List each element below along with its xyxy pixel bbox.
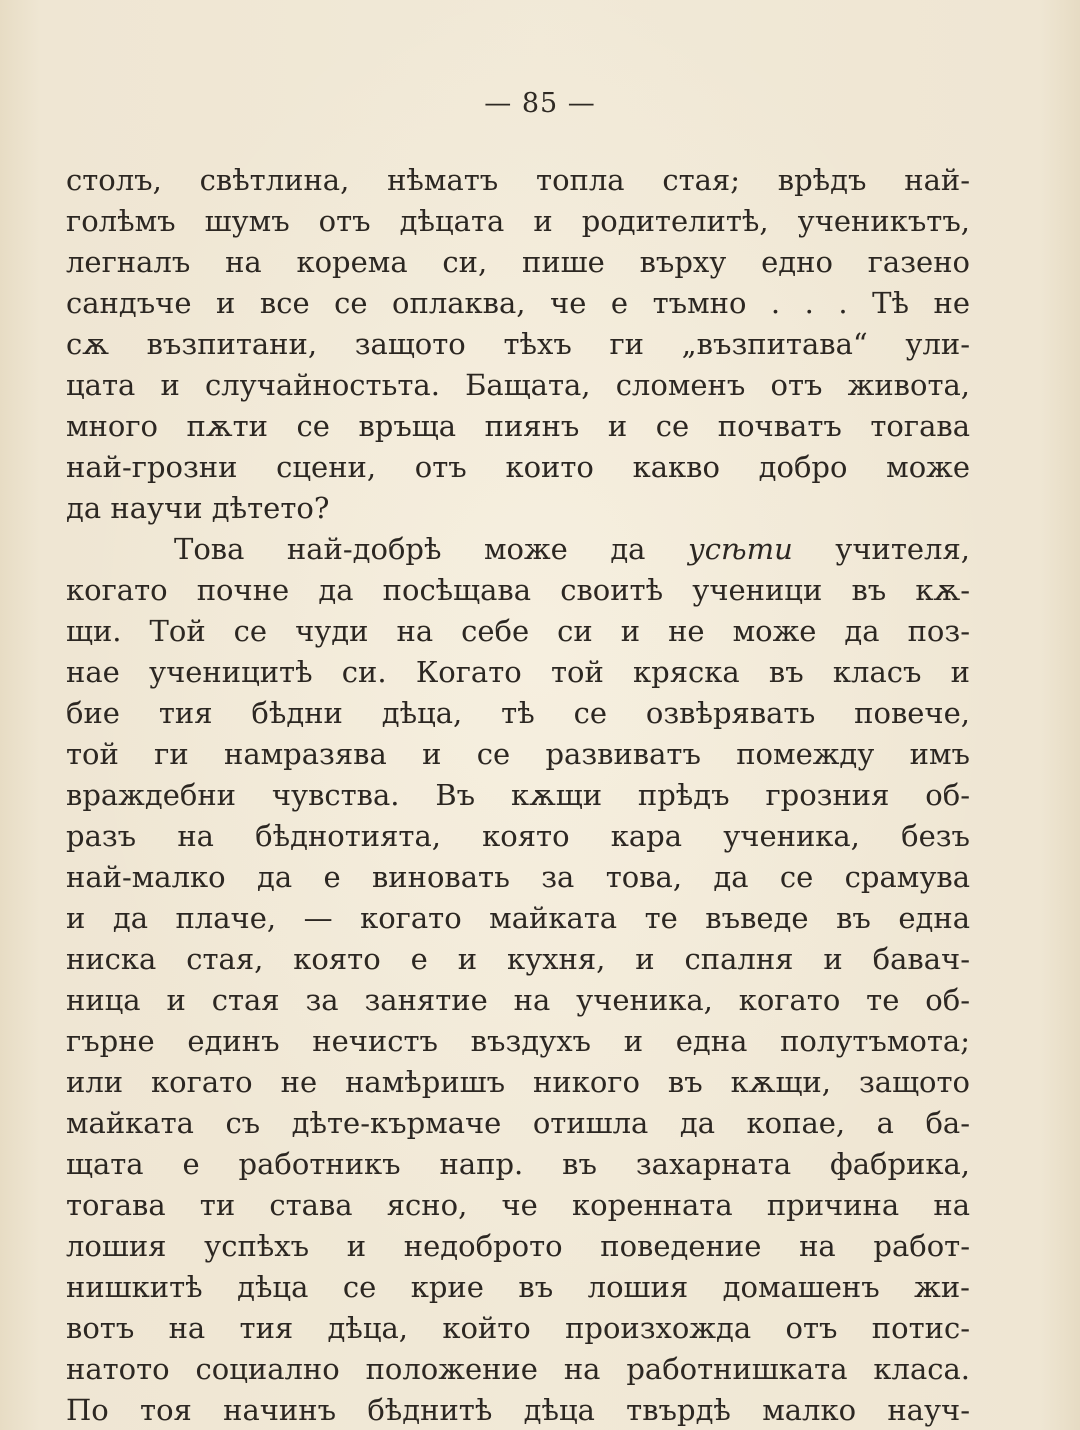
text-line-26: тогава ти става ясно, че коренната причина на (66, 1188, 970, 1222)
page-number: — 85 — (484, 88, 596, 119)
text-line-5: сѫ възпитани, защото тѣхъ ги „възпитава“ ули- (66, 327, 970, 361)
text-line-3: легналъ на корема си, пише върху едно газено (66, 245, 970, 279)
text-line-16: враждебни чувства. Въ кѫщи прѣдъ грозния об- (66, 778, 970, 812)
text-line-23: или когато не намѣришъ никого въ кѫщи, защото (66, 1065, 970, 1099)
text-line-2: голѣмъ шумъ отъ дѣцата и родителитѣ, ученикътъ, (66, 204, 970, 238)
text-line-31: По тоя начинъ бѣднитѣ дѣца твърдѣ малко науч- (66, 1393, 970, 1427)
text-line-24: майката съ дѣте-кърмаче отишла да копае, а ба- (66, 1106, 970, 1140)
text-line-7: много пѫти се връща пиянъ и се почватъ тогава (66, 409, 970, 443)
text-line-19: и да плаче, — когато майката те въведе въ една (66, 901, 970, 935)
text-line-9: да научи дѣтето? (66, 491, 330, 525)
body-text (66, 160, 970, 1430)
paragraph-start-tail: учителя, (792, 532, 970, 566)
text-line-15: той ги намразява и се развиватъ помежду имъ (66, 737, 970, 771)
text-line-4: сандъче и все се оплаква, че е тъмно . . . Тѣ не (66, 286, 970, 320)
emphasized-word: усѣти (687, 532, 793, 566)
text-line-29: вотъ на тия дѣца, който произхожда отъ потис- (66, 1311, 970, 1345)
text-line-11: когато почне да посѣщава своитѣ ученици въ кѫ- (66, 573, 970, 607)
text-line-13: нае ученицитѣ си. Когато той кряска въ класъ и (66, 655, 970, 689)
text-line-18: най-малко да е виновать за това, да се срамува (66, 860, 970, 894)
text-line-8: най-грозни сцени, отъ които какво добро може (66, 450, 970, 484)
text-line-17: разъ на бѣднотията, която кара ученика, безъ (66, 819, 970, 853)
text-line-6: цата и случайностьта. Бащата, сломенъ отъ живота, (66, 368, 970, 402)
text-line-22: гърне единъ нечистъ въздухъ и една полутъмота; (66, 1024, 970, 1058)
text-line-20: ниска стая, която е и кухня, и спалня и бавач- (66, 942, 970, 976)
text-line-21: ница и стая за занятие на ученика, когато те об- (66, 983, 970, 1017)
text-line-1: столъ, свѣтлина, нѣматъ топла стая; врѣдъ най- (66, 163, 970, 197)
paragraph-start: Това най-добрѣ може да (174, 532, 688, 566)
text-line-25: щата е работникъ напр. въ захарната фабрика, (66, 1147, 970, 1181)
text-line-14: бие тия бѣдни дѣца, тѣ се озвѣрявать повече, (66, 696, 970, 730)
text-line-12: щи. Той се чуди на себе си и не може да поз- (66, 614, 970, 648)
text-line-27: лошия успѣхъ и недоброто поведение на работ- (66, 1229, 970, 1263)
text-line-10 (66, 529, 970, 570)
text-line-30: натото социално положение на работнишката класа. (66, 1352, 970, 1386)
text-line-28: нишкитѣ дѣца се крие въ лошия домашенъ жи- (66, 1270, 970, 1304)
